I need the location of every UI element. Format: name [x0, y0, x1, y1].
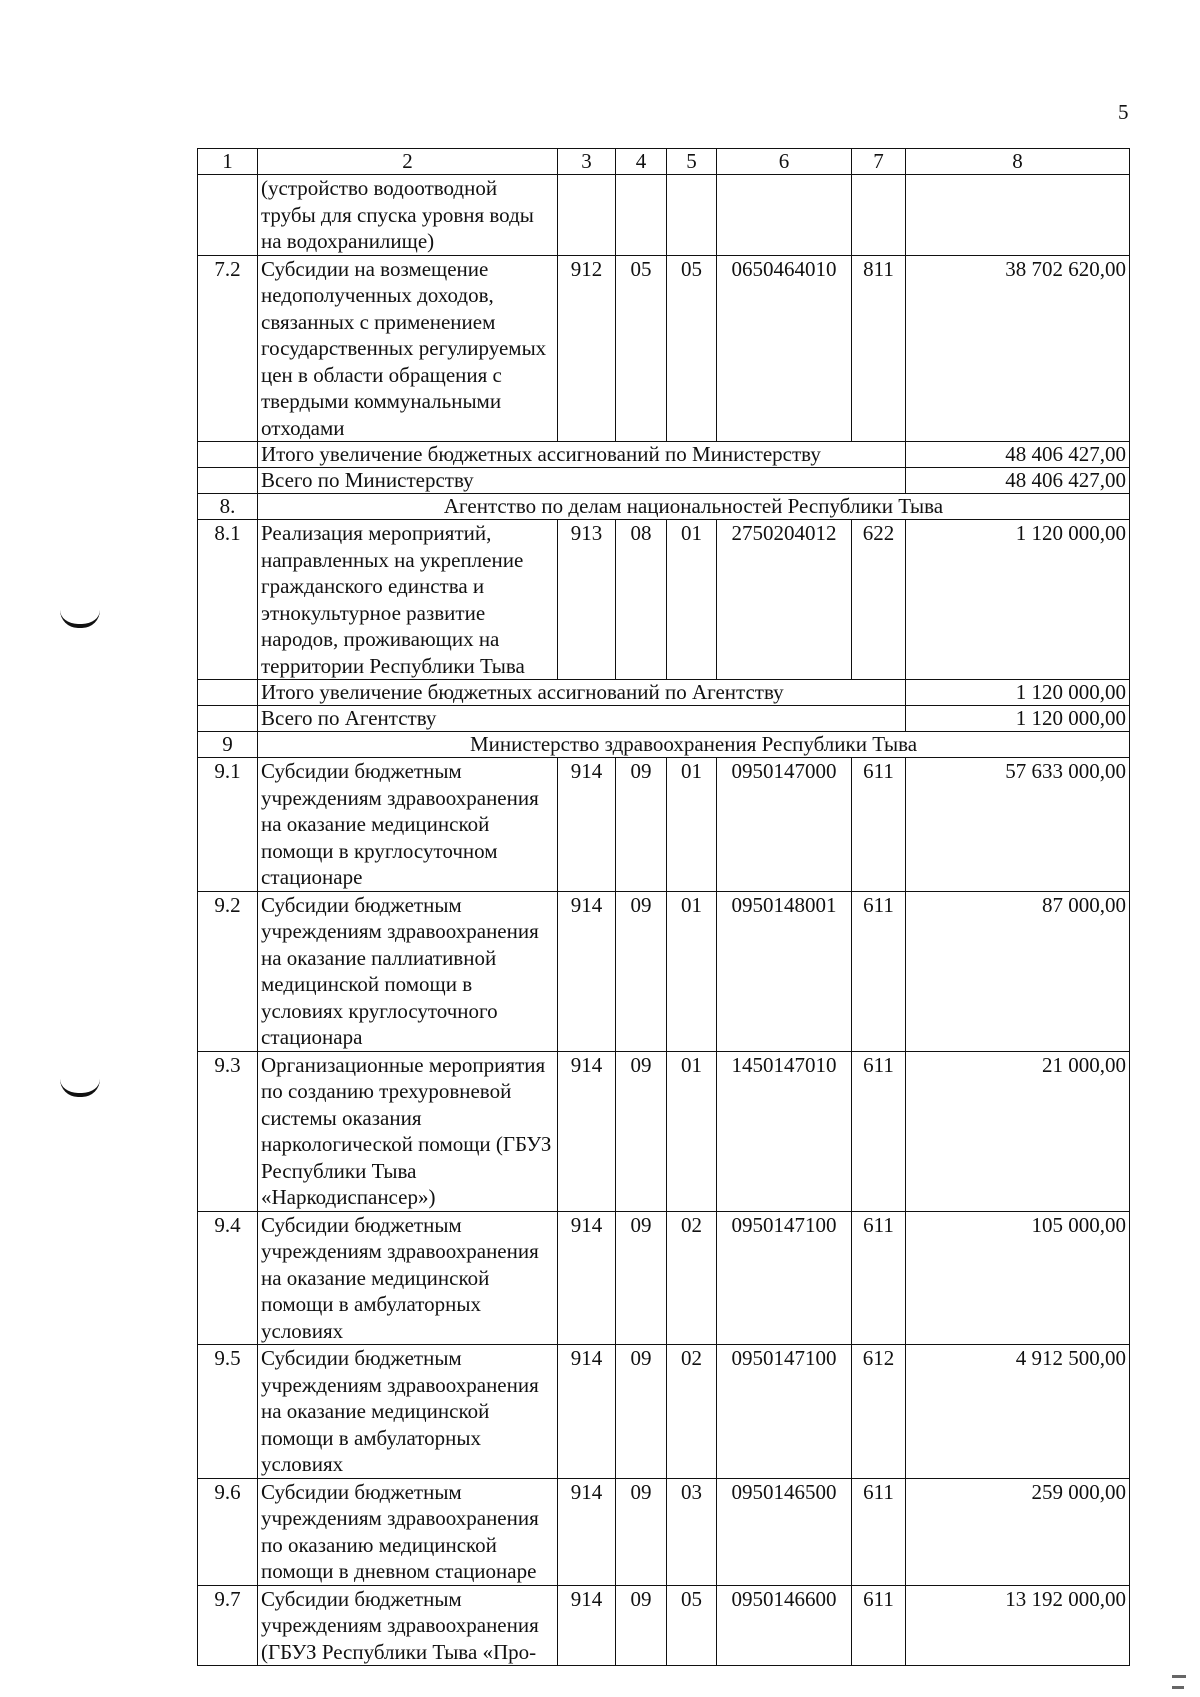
subsection-code: 01: [667, 891, 717, 1051]
ministry-code: 914: [558, 1211, 616, 1345]
item-description: Субсидии бюджетным учреждениям здравоохранения на оказание паллиативной медицинской помощи в условиях круглосуточного стационара: [258, 891, 558, 1051]
row-number: 8.1: [198, 520, 258, 680]
total-amount: 48 406 427,00: [906, 442, 1130, 468]
column-header: 8: [906, 149, 1130, 175]
row-number: 9.5: [198, 1345, 258, 1479]
row-number: 9.1: [198, 758, 258, 892]
amount-value: [906, 175, 1130, 256]
row-number: 7.2: [198, 255, 258, 442]
table-row: [198, 175, 1130, 256]
subsection-code: 03: [667, 1478, 717, 1585]
subsection-code: 01: [667, 758, 717, 892]
total-amount: 48 406 427,00: [906, 468, 1130, 494]
budget-allocation-table: [197, 148, 1130, 1666]
column-header: 3: [558, 149, 616, 175]
table-row: [198, 1051, 1130, 1211]
table-row: [198, 255, 1130, 442]
table-row: [198, 758, 1130, 892]
amount-value: 21 000,00: [906, 1051, 1130, 1211]
target-article-code: 0950146500: [717, 1478, 852, 1585]
expense-type-code: 611: [852, 891, 906, 1051]
scan-mark: [60, 1079, 100, 1097]
subsection-code: 02: [667, 1345, 717, 1479]
amount-value: 87 000,00: [906, 891, 1130, 1051]
expense-type-code: 622: [852, 520, 906, 680]
item-description: Субсидии бюджетным учреждениям здравоохранения (ГБУЗ Республики Тыва «Про-: [258, 1585, 558, 1666]
column-header: 5: [667, 149, 717, 175]
ministry-code: 912: [558, 255, 616, 442]
section-code: 09: [616, 1345, 667, 1479]
total-label: Всего по Агентству: [258, 706, 906, 732]
row-number: [198, 680, 258, 706]
total-label: Всего по Министерству: [258, 468, 906, 494]
expense-type-code: 612: [852, 1345, 906, 1479]
scan-mark: [60, 610, 100, 628]
row-number: [198, 442, 258, 468]
subsection-code: [667, 175, 717, 256]
table-body: [198, 175, 1130, 1666]
row-number: 9.3: [198, 1051, 258, 1211]
item-description: Субсидии бюджетным учреждениям здравоохранения на оказание медицинской помощи в круглосуточном стационаре: [258, 758, 558, 892]
amount-value: 105 000,00: [906, 1211, 1130, 1345]
row-number: 9.7: [198, 1585, 258, 1666]
target-article-code: 0950146600: [717, 1585, 852, 1666]
item-description: (устройство водоотводной трубы для спуска уровня воды на водохранилище): [258, 175, 558, 256]
table-row: [198, 1478, 1130, 1585]
subsection-code: 01: [667, 1051, 717, 1211]
amount-value: 1 120 000,00: [906, 520, 1130, 680]
target-article-code: 0950148001: [717, 891, 852, 1051]
section-code: 09: [616, 1051, 667, 1211]
row-number: 9.2: [198, 891, 258, 1051]
department-header-row: [198, 732, 1130, 758]
target-article-code: [717, 175, 852, 256]
scan-edge-mark: [1172, 1675, 1186, 1678]
item-description: Субсидии бюджетным учреждениям здравоохранения на оказание медицинской помощи в амбулаторных условиях: [258, 1211, 558, 1345]
subsection-code: 05: [667, 255, 717, 442]
section-code: 09: [616, 891, 667, 1051]
target-article-code: 2750204012: [717, 520, 852, 680]
department-title: Агентство по делам национальностей Республики Тыва: [258, 494, 1130, 520]
section-code: 08: [616, 520, 667, 680]
expense-type-code: 611: [852, 1585, 906, 1666]
column-header: 6: [717, 149, 852, 175]
column-header: 1: [198, 149, 258, 175]
ministry-code: 914: [558, 1478, 616, 1585]
amount-value: 57 633 000,00: [906, 758, 1130, 892]
column-header: 7: [852, 149, 906, 175]
total-label: Итого увеличение бюджетных ассигнований по Министерству: [258, 442, 906, 468]
department-header-row: [198, 494, 1130, 520]
row-number: [198, 175, 258, 256]
ministry-code: 914: [558, 1051, 616, 1211]
amount-value: 13 192 000,00: [906, 1585, 1130, 1666]
row-number: [198, 706, 258, 732]
ministry-code: 914: [558, 1345, 616, 1479]
expense-type-code: 611: [852, 1211, 906, 1345]
amount-value: 4 912 500,00: [906, 1345, 1130, 1479]
total-row: [198, 680, 1130, 706]
subsection-code: 01: [667, 520, 717, 680]
total-label: Итого увеличение бюджетных ассигнований по Агентству: [258, 680, 906, 706]
ministry-code: 914: [558, 758, 616, 892]
table-header-row: [198, 149, 1130, 175]
target-article-code: 0950147100: [717, 1345, 852, 1479]
section-code: [616, 175, 667, 256]
table-row: [198, 1345, 1130, 1479]
column-header: 4: [616, 149, 667, 175]
item-description: Субсидии бюджетным учреждениям здравоохранения по оказанию медицинской помощи в дневном стационаре: [258, 1478, 558, 1585]
section-code: 05: [616, 255, 667, 442]
total-amount: 1 120 000,00: [906, 680, 1130, 706]
total-row: [198, 442, 1130, 468]
subsection-code: 02: [667, 1211, 717, 1345]
scan-edge-mark: [1172, 1686, 1184, 1689]
item-description: Реализация мероприятий, направленных на укрепление гражданского единства и этнокультурное развитие народов, проживающих на территории Республики Тыва: [258, 520, 558, 680]
target-article-code: 0950147000: [717, 758, 852, 892]
total-row: [198, 706, 1130, 732]
ministry-code: 913: [558, 520, 616, 680]
item-description: Субсидии на возмещение недополученных доходов, связанных с применением государственных регулируемых цен в области обращения с твердыми коммунальными отходами: [258, 255, 558, 442]
page-number: 5: [1118, 100, 1129, 124]
item-description: Субсидии бюджетным учреждениям здравоохранения на оказание медицинской помощи в амбулаторных условиях: [258, 1345, 558, 1479]
target-article-code: 0950147100: [717, 1211, 852, 1345]
total-row: [198, 468, 1130, 494]
subsection-code: 05: [667, 1585, 717, 1666]
column-header: 2: [258, 149, 558, 175]
department-number: 8.: [198, 494, 258, 520]
expense-type-code: 611: [852, 1478, 906, 1585]
amount-value: 259 000,00: [906, 1478, 1130, 1585]
ministry-code: [558, 175, 616, 256]
ministry-code: 914: [558, 1585, 616, 1666]
department-number: 9: [198, 732, 258, 758]
row-number: 9.6: [198, 1478, 258, 1585]
section-code: 09: [616, 1585, 667, 1666]
expense-type-code: [852, 175, 906, 256]
target-article-code: 1450147010: [717, 1051, 852, 1211]
department-title: Министерство здравоохранения Республики Тыва: [258, 732, 1130, 758]
table-row: [198, 520, 1130, 680]
expense-type-code: 611: [852, 758, 906, 892]
expense-type-code: 611: [852, 1051, 906, 1211]
item-description: Организационные мероприятия по созданию трехуровневой системы оказания наркологической помощи (ГБУЗ Республики Тыва «Наркодиспансер»): [258, 1051, 558, 1211]
table-row: [198, 1585, 1130, 1666]
row-number: [198, 468, 258, 494]
target-article-code: 0650464010: [717, 255, 852, 442]
section-code: 09: [616, 1211, 667, 1345]
section-code: 09: [616, 758, 667, 892]
table-row: [198, 891, 1130, 1051]
row-number: 9.4: [198, 1211, 258, 1345]
ministry-code: 914: [558, 891, 616, 1051]
section-code: 09: [616, 1478, 667, 1585]
table-row: [198, 1211, 1130, 1345]
expense-type-code: 811: [852, 255, 906, 442]
amount-value: 38 702 620,00: [906, 255, 1130, 442]
total-amount: 1 120 000,00: [906, 706, 1130, 732]
